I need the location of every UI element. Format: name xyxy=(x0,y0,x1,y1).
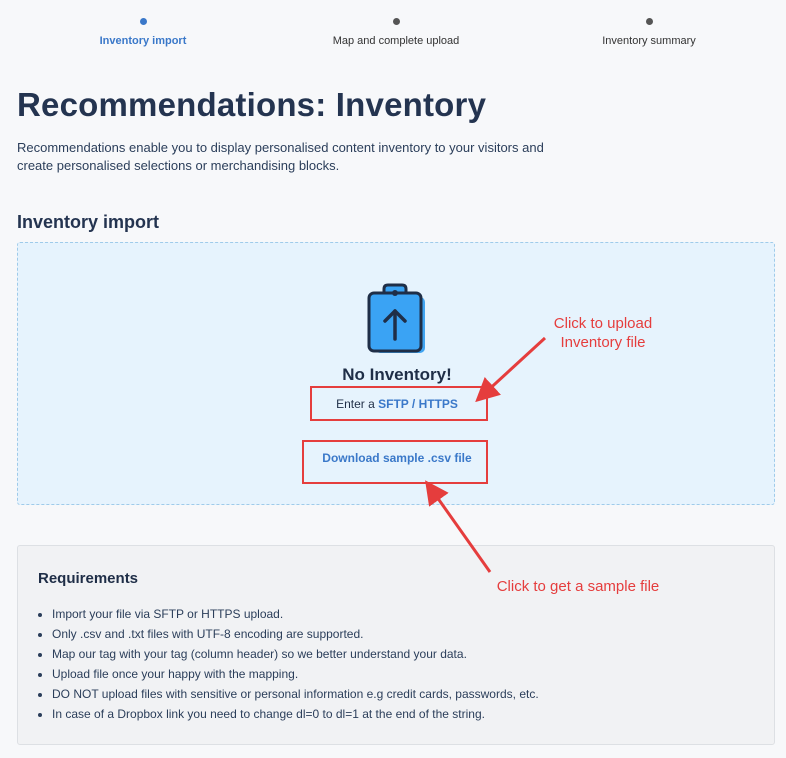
empty-state-title: No Inventory! xyxy=(342,365,452,384)
step-dot xyxy=(646,18,653,25)
download-sample-link[interactable]: Download sample .csv file xyxy=(322,451,472,465)
requirements-panel xyxy=(17,545,775,745)
list-item: • Import your file via SFTP or HTTPS upload. xyxy=(52,604,762,624)
list-item: • In case of a Dropbox link you need to change dl=0 to dl=1 at the end of the string. xyxy=(52,704,762,724)
step-map-and-complete[interactable] xyxy=(296,14,496,47)
requirements-title: Requirements xyxy=(38,570,139,587)
step-inventory-summary[interactable] xyxy=(549,14,749,47)
sftp-https-link[interactable]: SFTP / HTTPS xyxy=(378,397,458,411)
list-item: • DO NOT upload files with sensitive or personal information e.g credit cards, passwords, etc. xyxy=(52,684,762,704)
clipboard-upload-icon xyxy=(366,283,428,355)
step-dot xyxy=(393,18,400,25)
list-item: • Only .csv and .txt files with UTF-8 encoding are supported. xyxy=(52,624,762,644)
step-inventory-import[interactable] xyxy=(43,14,243,47)
step-label: Inventory import xyxy=(99,35,187,47)
page-title: Recommendations: Inventory xyxy=(17,86,487,123)
inventory-import-heading: Inventory import xyxy=(17,212,160,232)
list-item: • Map our tag with your tag (column header) so we better understand your data. xyxy=(52,644,762,664)
sample-annotation: Click to get a sample file xyxy=(496,578,660,595)
step-label: Inventory summary xyxy=(602,35,696,47)
highlight-box-download xyxy=(302,440,488,484)
highlight-box-sftp xyxy=(310,386,488,421)
requirements-list xyxy=(52,604,762,724)
progress-stepper xyxy=(0,0,786,60)
page-intro: Recommendations enable you to display personalised content inventory to your visitors and create personalised selections or merchandising blocks. xyxy=(17,140,544,173)
enter-prefix: Enter a xyxy=(336,397,375,411)
list-item: • Upload file once your happy with the mapping. xyxy=(52,664,762,684)
step-dot xyxy=(140,18,147,25)
step-label: Map and complete upload xyxy=(332,35,460,47)
upload-annotation: Click to upload Inventory file xyxy=(553,315,653,351)
